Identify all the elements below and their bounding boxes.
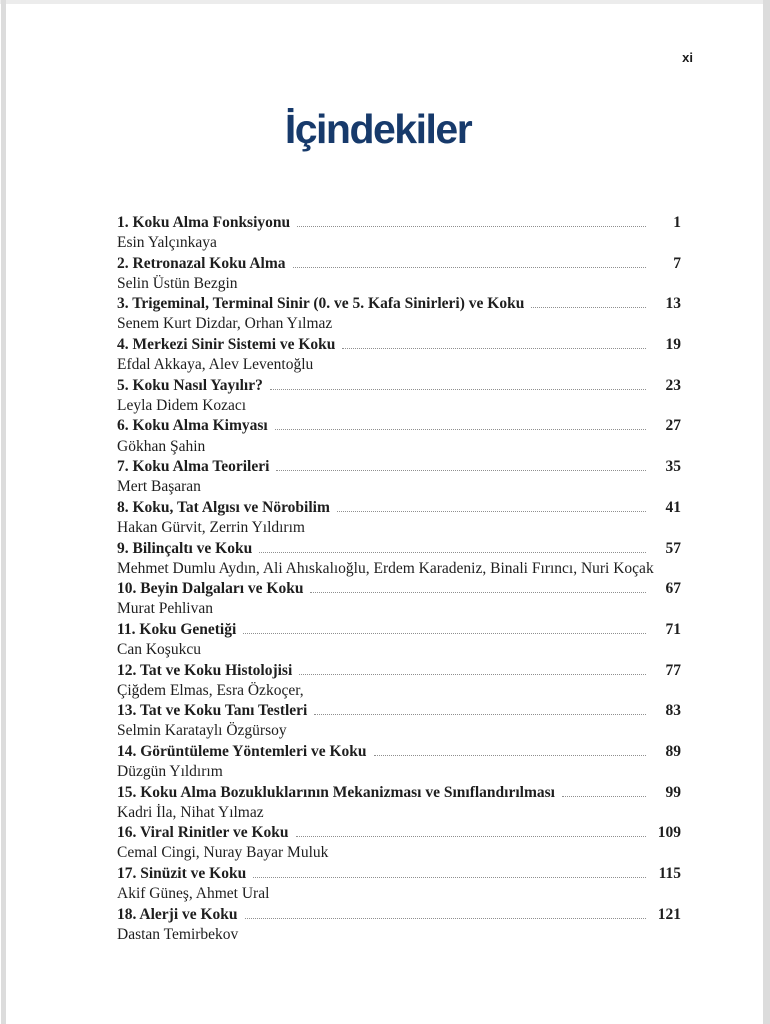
toc-entry-authors: Cemal Cingi, Nuray Bayar Muluk (117, 844, 329, 862)
toc-entry-page-number: 77 (665, 661, 681, 679)
toc-entry-title-row (117, 254, 681, 274)
toc-entry-page-number: 41 (665, 498, 681, 516)
toc-entry-title-row (117, 539, 681, 559)
dotted-leader (297, 222, 646, 227)
dotted-leader (296, 832, 646, 837)
toc-entry-title-row (117, 213, 681, 233)
toc-entry-authors: Kadri İla, Nihat Yılmaz (117, 803, 264, 821)
dotted-leader (374, 751, 646, 756)
toc-entry-page-number: 115 (658, 865, 681, 882)
toc-entry-page-number: 57 (665, 539, 681, 557)
toc-entry-page-number: 67 (665, 580, 681, 598)
folio-page-number: xi (682, 50, 693, 65)
toc-entry-authors: Can Koşukcu (117, 640, 201, 658)
toc-entry (117, 376, 681, 416)
toc-entry-page-number: 71 (665, 620, 681, 638)
toc-entry-title-row (117, 783, 681, 803)
toc-entry-title-row (117, 294, 681, 314)
dotted-leader (276, 466, 646, 471)
toc-entry-authors: Düzgün Yıldırım (117, 763, 223, 781)
dotted-leader (245, 914, 646, 919)
toc-entry (117, 457, 681, 497)
page-title: İçindekiler (284, 106, 472, 153)
toc-entry-title-row (117, 823, 681, 843)
toc-entry (117, 783, 681, 823)
toc-entry-page-number: 19 (665, 336, 681, 354)
toc-entry-title: 13. Tat ve Koku Tanı Testleri (117, 702, 308, 720)
dotted-leader (270, 385, 646, 390)
toc-entry-page-number: 83 (665, 702, 681, 720)
toc-entry-title-row (117, 335, 681, 355)
toc-entry-title-row (117, 701, 681, 721)
toc-entry-title: 14. Görüntüleme Yöntemleri ve Koku (117, 742, 367, 760)
toc-entry-title: 18. Alerji ve Koku (117, 905, 238, 923)
dotted-leader (259, 548, 646, 553)
toc-entry-page-number: 89 (665, 742, 681, 760)
toc-entry-title: 16. Viral Rinitler ve Koku (117, 824, 289, 842)
page-edge-right (763, 0, 770, 1024)
toc-entry-page-number: 35 (665, 458, 681, 476)
toc-entry-title-row (117, 620, 681, 640)
toc-entry-title: 5. Koku Nasıl Yayılır? (117, 376, 263, 394)
toc-entry-title: 10. Beyin Dalgaları ve Koku (117, 580, 304, 598)
toc-entry-authors: Mert Başaran (117, 478, 201, 496)
toc-entry-title: 17. Sinüzit ve Koku (117, 865, 247, 882)
toc-list (117, 213, 681, 945)
toc-entry (117, 823, 681, 863)
toc-entry-authors: Murat Pehlivan (117, 600, 213, 618)
toc-entry (117, 620, 681, 660)
dotted-leader (253, 873, 646, 878)
toc-entry-page-number: 99 (665, 783, 681, 801)
toc-entry (117, 294, 681, 334)
toc-entry-title-row (117, 457, 681, 477)
dotted-leader (299, 670, 646, 675)
toc-entry-page-number: 121 (657, 905, 681, 923)
toc-entry (117, 213, 681, 253)
toc-entry-title: 11. Koku Genetiği (117, 620, 237, 638)
toc-entry-authors: Senem Kurt Dizdar, Orhan Yılmaz (117, 315, 333, 333)
dotted-leader (243, 629, 646, 634)
toc-entry-title: 2. Retronazal Koku Alma (117, 254, 286, 272)
dotted-leader (314, 710, 646, 715)
toc-entry (117, 661, 681, 701)
toc-entry-page-number: 1 (673, 214, 681, 231)
toc-entry-authors: Mehmet Dumlu Aydın, Ali Ahıskalıoğlu, Erdem Karadeniz, Binali Fırıncı, Nuri Koçak (117, 559, 654, 577)
toc-entry-title-row (117, 579, 681, 599)
toc-entry-title: 1. Koku Alma Fonksiyonu (117, 214, 291, 231)
toc-entry-authors: Dastan Temirbekov (117, 925, 239, 943)
toc-entry (117, 742, 681, 782)
toc-entry-page-number: 27 (665, 417, 681, 435)
toc-entry (117, 498, 681, 538)
dotted-leader (337, 507, 646, 512)
toc-entry (117, 905, 681, 945)
toc-entry-page-number: 13 (665, 295, 681, 313)
toc-entry-title: 9. Bilinçaltı ve Koku (117, 539, 253, 557)
page-edge-top (0, 0, 770, 4)
toc-entry-title-row (117, 498, 681, 518)
dotted-leader (275, 425, 646, 430)
toc-entry (117, 539, 681, 579)
toc-entry-title: 12. Tat ve Koku Histolojisi (117, 661, 293, 679)
toc-entry-title: 7. Koku Alma Teorileri (117, 458, 270, 476)
toc-entry (117, 254, 681, 294)
toc-entry (117, 335, 681, 375)
dotted-leader (293, 263, 647, 268)
toc-entry (117, 701, 681, 741)
toc-entry-authors: Akif Güneş, Ahmet Ural (117, 885, 270, 903)
toc-entry-title: 15. Koku Alma Bozukluklarının Mekanizması ve Sınıflandırılması (117, 783, 555, 801)
toc-entry-authors: Çiğdem Elmas, Esra Özkoçer, (117, 681, 304, 699)
toc-entry-authors: Gökhan Şahin (117, 437, 206, 455)
toc-entry-title-row (117, 742, 681, 762)
toc-entry-title-row (117, 864, 681, 884)
page-edge-left (1, 0, 6, 1024)
toc-entry (117, 416, 681, 456)
toc-entry-title: 4. Merkezi Sinir Sistemi ve Koku (117, 336, 336, 354)
toc-entry-page-number: 7 (673, 254, 681, 272)
toc-entry-title-row (117, 661, 681, 681)
dotted-leader (562, 792, 646, 797)
toc-entry (117, 579, 681, 619)
toc-entry-title-row (117, 416, 681, 436)
toc-entry-title-row (117, 905, 681, 925)
toc-entry-authors: Esin Yalçınkaya (117, 234, 217, 252)
toc-entry-page-number: 23 (665, 376, 681, 394)
toc-entry-title: 6. Koku Alma Kimyası (117, 417, 268, 435)
dotted-leader (310, 588, 646, 593)
toc-entry-title: 8. Koku, Tat Algısı ve Nörobilim (117, 498, 330, 516)
toc-entry-page-number: 109 (657, 824, 681, 842)
toc-entry-authors: Selin Üstün Bezgin (117, 274, 238, 292)
toc-entry (117, 864, 681, 904)
toc-entry-title: 3. Trigeminal, Terminal Sinir (0. ve 5. Kafa Sinirleri) ve Koku (117, 295, 525, 313)
toc-entry-authors: Efdal Akkaya, Alev Leventoğlu (117, 356, 314, 374)
toc-entry-title-row (117, 376, 681, 396)
toc-entry-authors: Leyla Didem Kozacı (117, 396, 247, 414)
dotted-leader (342, 344, 646, 349)
toc-entry-authors: Hakan Gürvit, Zerrin Yıldırım (117, 518, 305, 536)
dotted-leader (531, 303, 646, 308)
toc-entry-authors: Selmin Karataylı Özgürsoy (117, 722, 287, 740)
